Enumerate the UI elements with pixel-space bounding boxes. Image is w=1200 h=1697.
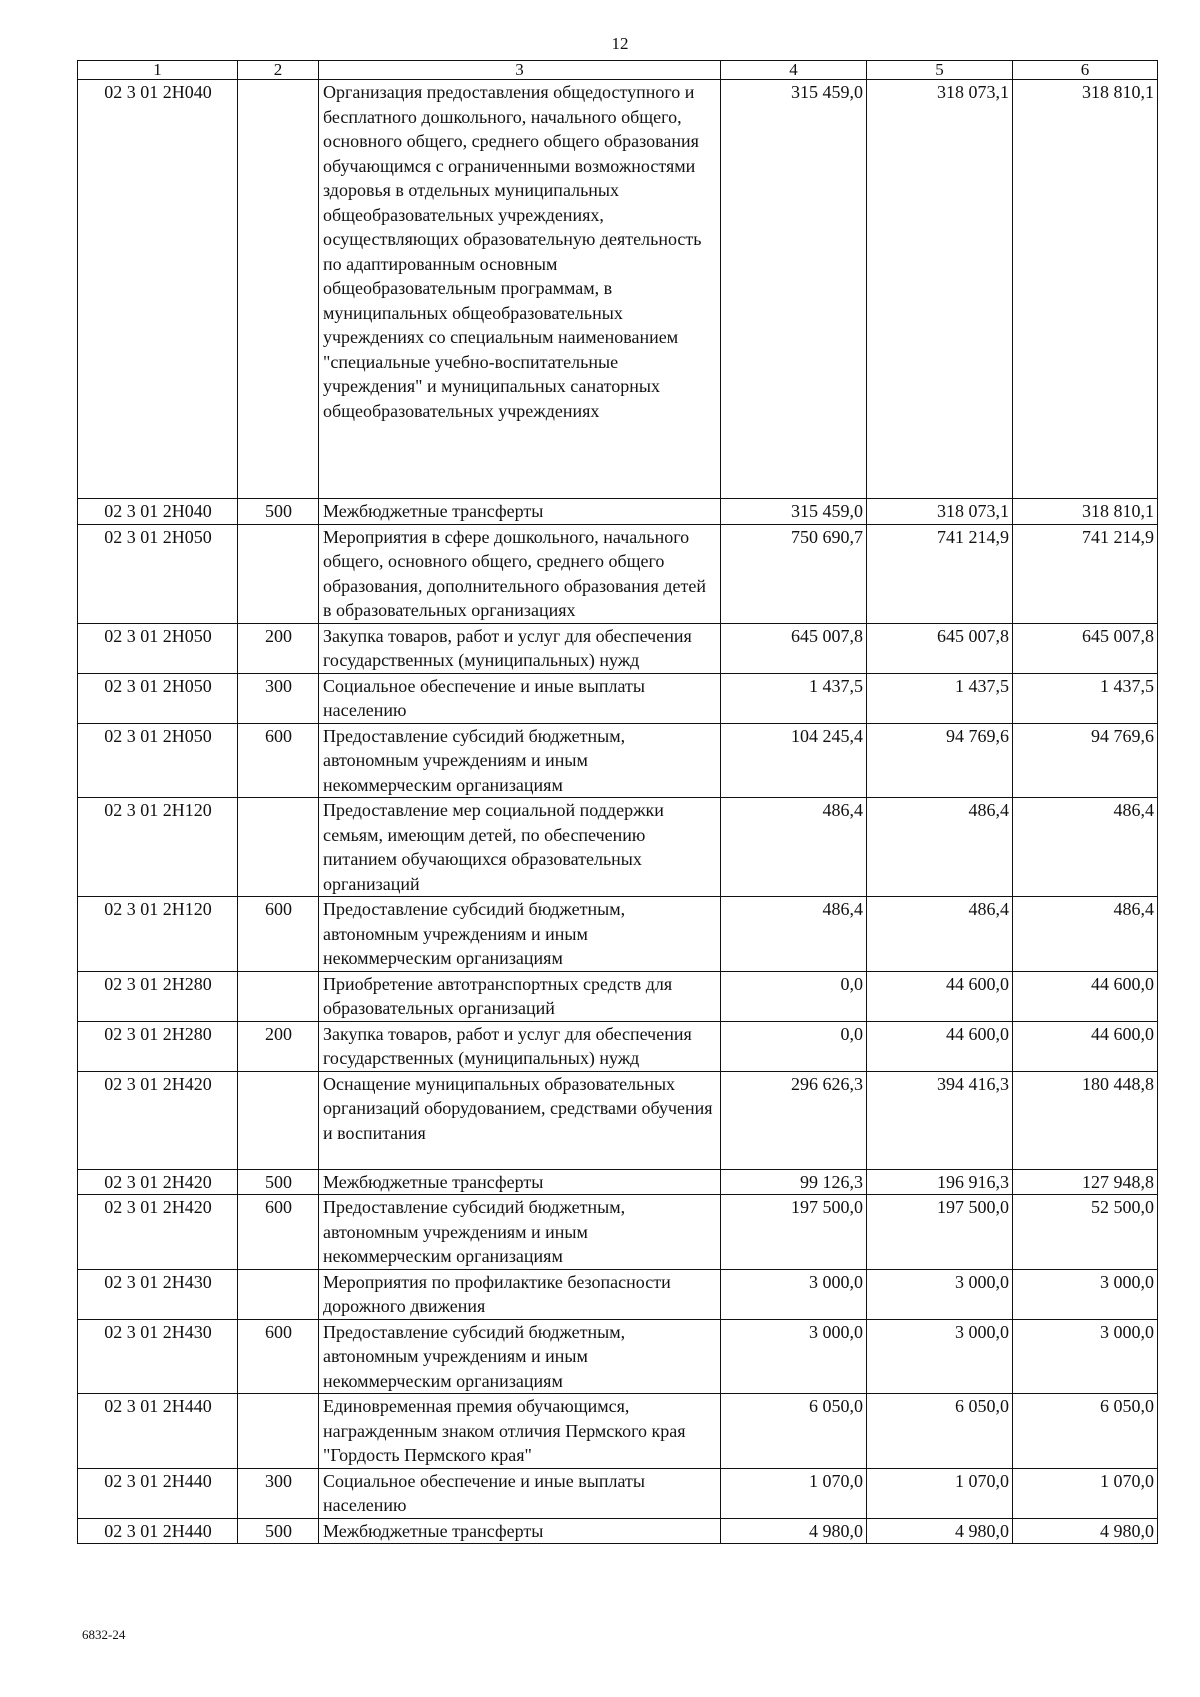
table-row	[78, 1169, 1158, 1195]
expense-type-cell	[238, 80, 319, 499]
amount-col4-cell: 1 070,0	[721, 1468, 867, 1518]
amount-col6-cell: 44 600,0	[1013, 971, 1158, 1021]
item-name-cell: Закупка товаров, работ и услуг для обеспечения государственных (муниципальных) нужд	[319, 1021, 721, 1071]
amount-col4-cell: 3 000,0	[721, 1269, 867, 1319]
amount-col4-cell: 197 500,0	[721, 1195, 867, 1270]
table-row	[78, 1319, 1158, 1394]
expense-type-cell	[238, 798, 319, 897]
amount-col5-cell: 3 000,0	[867, 1269, 1013, 1319]
table-row	[78, 1394, 1158, 1469]
item-name-cell: Межбюджетные трансферты	[319, 1169, 721, 1195]
amount-col5-cell: 44 600,0	[867, 971, 1013, 1021]
table-row	[78, 673, 1158, 723]
amount-col6-cell: 486,4	[1013, 897, 1158, 972]
amount-col6-cell: 645 007,8	[1013, 623, 1158, 673]
table-row	[78, 1518, 1158, 1544]
amount-col6-cell: 318 810,1	[1013, 499, 1158, 525]
budget-code-cell: 02 3 01 2Н430	[78, 1319, 238, 1394]
table-row	[78, 1021, 1158, 1071]
table-header-row	[78, 61, 1158, 80]
budget-code-cell: 02 3 01 2Н430	[78, 1269, 238, 1319]
expense-type-cell: 200	[238, 1021, 319, 1071]
budget-code-cell: 02 3 01 2Н120	[78, 798, 238, 897]
amount-col6-cell: 44 600,0	[1013, 1021, 1158, 1071]
expense-type-cell	[238, 1394, 319, 1469]
item-name-cell: Организация предоставления общедоступного и бесплатного дошкольного, начального общего, основного общего, среднего общего образования обучающимся с ограниченными возможностями здоровья в отдельных муниципальных общеобразовательных учреждениях, осуществляющих образовательную деятельность по адаптированным основным общеобразовательным программам, в муниципальных общеобразовательных учреждениях со специальным наименованием "специальные учебно-воспитательные учреждения" и муниципальных санаторных общеобразовательных учреждениях	[319, 80, 721, 499]
amount-col4-cell: 4 980,0	[721, 1518, 867, 1544]
item-name-cell: Межбюджетные трансферты	[319, 499, 721, 525]
budget-code-cell: 02 3 01 2Н420	[78, 1071, 238, 1169]
amount-col4-cell: 486,4	[721, 798, 867, 897]
budget-code-cell: 02 3 01 2Н440	[78, 1394, 238, 1469]
budget-code-cell: 02 3 01 2Н280	[78, 1021, 238, 1071]
budget-code-cell: 02 3 01 2Н420	[78, 1169, 238, 1195]
item-name-cell: Предоставление субсидий бюджетным, автономным учреждениям и иным некоммерческим организациям	[319, 723, 721, 798]
amount-col5-cell: 394 416,3	[867, 1071, 1013, 1169]
amount-col6-cell: 3 000,0	[1013, 1269, 1158, 1319]
column-header: 2	[238, 61, 319, 80]
item-name-cell: Социальное обеспечение и иные выплаты населению	[319, 673, 721, 723]
expense-type-cell	[238, 1269, 319, 1319]
column-header: 1	[78, 61, 238, 80]
item-name-cell: Мероприятия по профилактике безопасности дорожного движения	[319, 1269, 721, 1319]
amount-col4-cell: 486,4	[721, 897, 867, 972]
column-header: 6	[1013, 61, 1158, 80]
table-row	[78, 623, 1158, 673]
amount-col4-cell: 6 050,0	[721, 1394, 867, 1469]
amount-col5-cell: 318 073,1	[867, 499, 1013, 525]
expense-type-cell: 200	[238, 623, 319, 673]
amount-col6-cell: 4 980,0	[1013, 1518, 1158, 1544]
item-name-cell: Предоставление субсидий бюджетным, автономным учреждениям и иным некоммерческим организациям	[319, 1195, 721, 1270]
amount-col5-cell: 94 769,6	[867, 723, 1013, 798]
budget-code-cell: 02 3 01 2Н120	[78, 897, 238, 972]
budget-code-cell: 02 3 01 2Н040	[78, 80, 238, 499]
amount-col5-cell: 1 070,0	[867, 1468, 1013, 1518]
expense-type-cell: 300	[238, 673, 319, 723]
amount-col5-cell: 44 600,0	[867, 1021, 1013, 1071]
amount-col4-cell: 1 437,5	[721, 673, 867, 723]
amount-col5-cell: 6 050,0	[867, 1394, 1013, 1469]
budget-code-cell: 02 3 01 2Н050	[78, 524, 238, 623]
amount-col6-cell: 3 000,0	[1013, 1319, 1158, 1394]
column-header: 3	[319, 61, 721, 80]
budget-code-cell: 02 3 01 2Н040	[78, 499, 238, 525]
amount-col6-cell: 1 437,5	[1013, 673, 1158, 723]
expense-type-cell: 500	[238, 499, 319, 525]
page-number: 12	[611, 34, 629, 53]
amount-col6-cell: 52 500,0	[1013, 1195, 1158, 1270]
amount-col4-cell: 296 626,3	[721, 1071, 867, 1169]
item-name-cell: Межбюджетные трансферты	[319, 1518, 721, 1544]
amount-col5-cell: 741 214,9	[867, 524, 1013, 623]
expense-type-cell	[238, 1071, 319, 1169]
amount-col5-cell: 486,4	[867, 798, 1013, 897]
table-row	[78, 1468, 1158, 1518]
item-name-cell: Предоставление мер социальной поддержки семьям, имеющим детей, по обеспечению питанием обучающихся образовательных организаций	[319, 798, 721, 897]
amount-col6-cell: 1 070,0	[1013, 1468, 1158, 1518]
column-header: 4	[721, 61, 867, 80]
amount-col6-cell: 318 810,1	[1013, 80, 1158, 499]
budget-code-cell: 02 3 01 2Н280	[78, 971, 238, 1021]
amount-col5-cell: 318 073,1	[867, 80, 1013, 499]
expense-type-cell	[238, 971, 319, 1021]
budget-code-cell: 02 3 01 2Н050	[78, 623, 238, 673]
table-row	[78, 1269, 1158, 1319]
amount-col4-cell: 315 459,0	[721, 80, 867, 499]
item-name-cell: Предоставление субсидий бюджетным, автономным учреждениям и иным некоммерческим организациям	[319, 897, 721, 972]
budget-code-cell: 02 3 01 2Н420	[78, 1195, 238, 1270]
expense-type-cell: 500	[238, 1518, 319, 1544]
table-row	[78, 1195, 1158, 1270]
amount-col5-cell: 486,4	[867, 897, 1013, 972]
table-row	[78, 499, 1158, 525]
budget-table	[77, 60, 1158, 1544]
amount-col5-cell: 4 980,0	[867, 1518, 1013, 1544]
table-row	[78, 971, 1158, 1021]
expense-type-cell: 600	[238, 897, 319, 972]
amount-col5-cell: 645 007,8	[867, 623, 1013, 673]
amount-col6-cell: 180 448,8	[1013, 1071, 1158, 1169]
table-row	[78, 524, 1158, 623]
amount-col4-cell: 315 459,0	[721, 499, 867, 525]
amount-col6-cell: 94 769,6	[1013, 723, 1158, 798]
amount-col6-cell: 486,4	[1013, 798, 1158, 897]
footer-code: 6832-24	[82, 1627, 126, 1642]
amount-col4-cell: 3 000,0	[721, 1319, 867, 1394]
expense-type-cell: 600	[238, 723, 319, 798]
amount-col5-cell: 196 916,3	[867, 1169, 1013, 1195]
amount-col4-cell: 750 690,7	[721, 524, 867, 623]
expense-type-cell: 500	[238, 1169, 319, 1195]
expense-type-cell	[238, 524, 319, 623]
item-name-cell: Предоставление субсидий бюджетным, автономным учреждениям и иным некоммерческим организациям	[319, 1319, 721, 1394]
item-name-cell: Оснащение муниципальных образовательных организаций оборудованием, средствами обучения и воспитания	[319, 1071, 721, 1169]
amount-col5-cell: 3 000,0	[867, 1319, 1013, 1394]
table-row	[78, 897, 1158, 972]
table-row	[78, 1071, 1158, 1169]
amount-col6-cell: 127 948,8	[1013, 1169, 1158, 1195]
table-row	[78, 798, 1158, 897]
item-name-cell: Единовременная премия обучающимся, награжденным знаком отличия Пермского края "Гордость Пермского края"	[319, 1394, 721, 1469]
amount-col4-cell: 99 126,3	[721, 1169, 867, 1195]
item-name-cell: Закупка товаров, работ и услуг для обеспечения государственных (муниципальных) нужд	[319, 623, 721, 673]
item-name-cell: Мероприятия в сфере дошкольного, начального общего, основного общего, среднего общего образования, дополнительного образования детей в образовательных организациях	[319, 524, 721, 623]
budget-code-cell: 02 3 01 2Н050	[78, 723, 238, 798]
amount-col4-cell: 0,0	[721, 1021, 867, 1071]
amount-col4-cell: 645 007,8	[721, 623, 867, 673]
item-name-cell: Социальное обеспечение и иные выплаты населению	[319, 1468, 721, 1518]
expense-type-cell: 600	[238, 1195, 319, 1270]
amount-col4-cell: 0,0	[721, 971, 867, 1021]
table-row	[78, 80, 1158, 499]
expense-type-cell: 300	[238, 1468, 319, 1518]
budget-code-cell: 02 3 01 2Н440	[78, 1468, 238, 1518]
amount-col6-cell: 741 214,9	[1013, 524, 1158, 623]
amount-col5-cell: 197 500,0	[867, 1195, 1013, 1270]
item-name-cell: Приобретение автотранспортных средств для образовательных организаций	[319, 971, 721, 1021]
table-row	[78, 723, 1158, 798]
column-header: 5	[867, 61, 1013, 80]
budget-code-cell: 02 3 01 2Н440	[78, 1518, 238, 1544]
budget-code-cell: 02 3 01 2Н050	[78, 673, 238, 723]
amount-col6-cell: 6 050,0	[1013, 1394, 1158, 1469]
amount-col4-cell: 104 245,4	[721, 723, 867, 798]
expense-type-cell: 600	[238, 1319, 319, 1394]
amount-col5-cell: 1 437,5	[867, 673, 1013, 723]
